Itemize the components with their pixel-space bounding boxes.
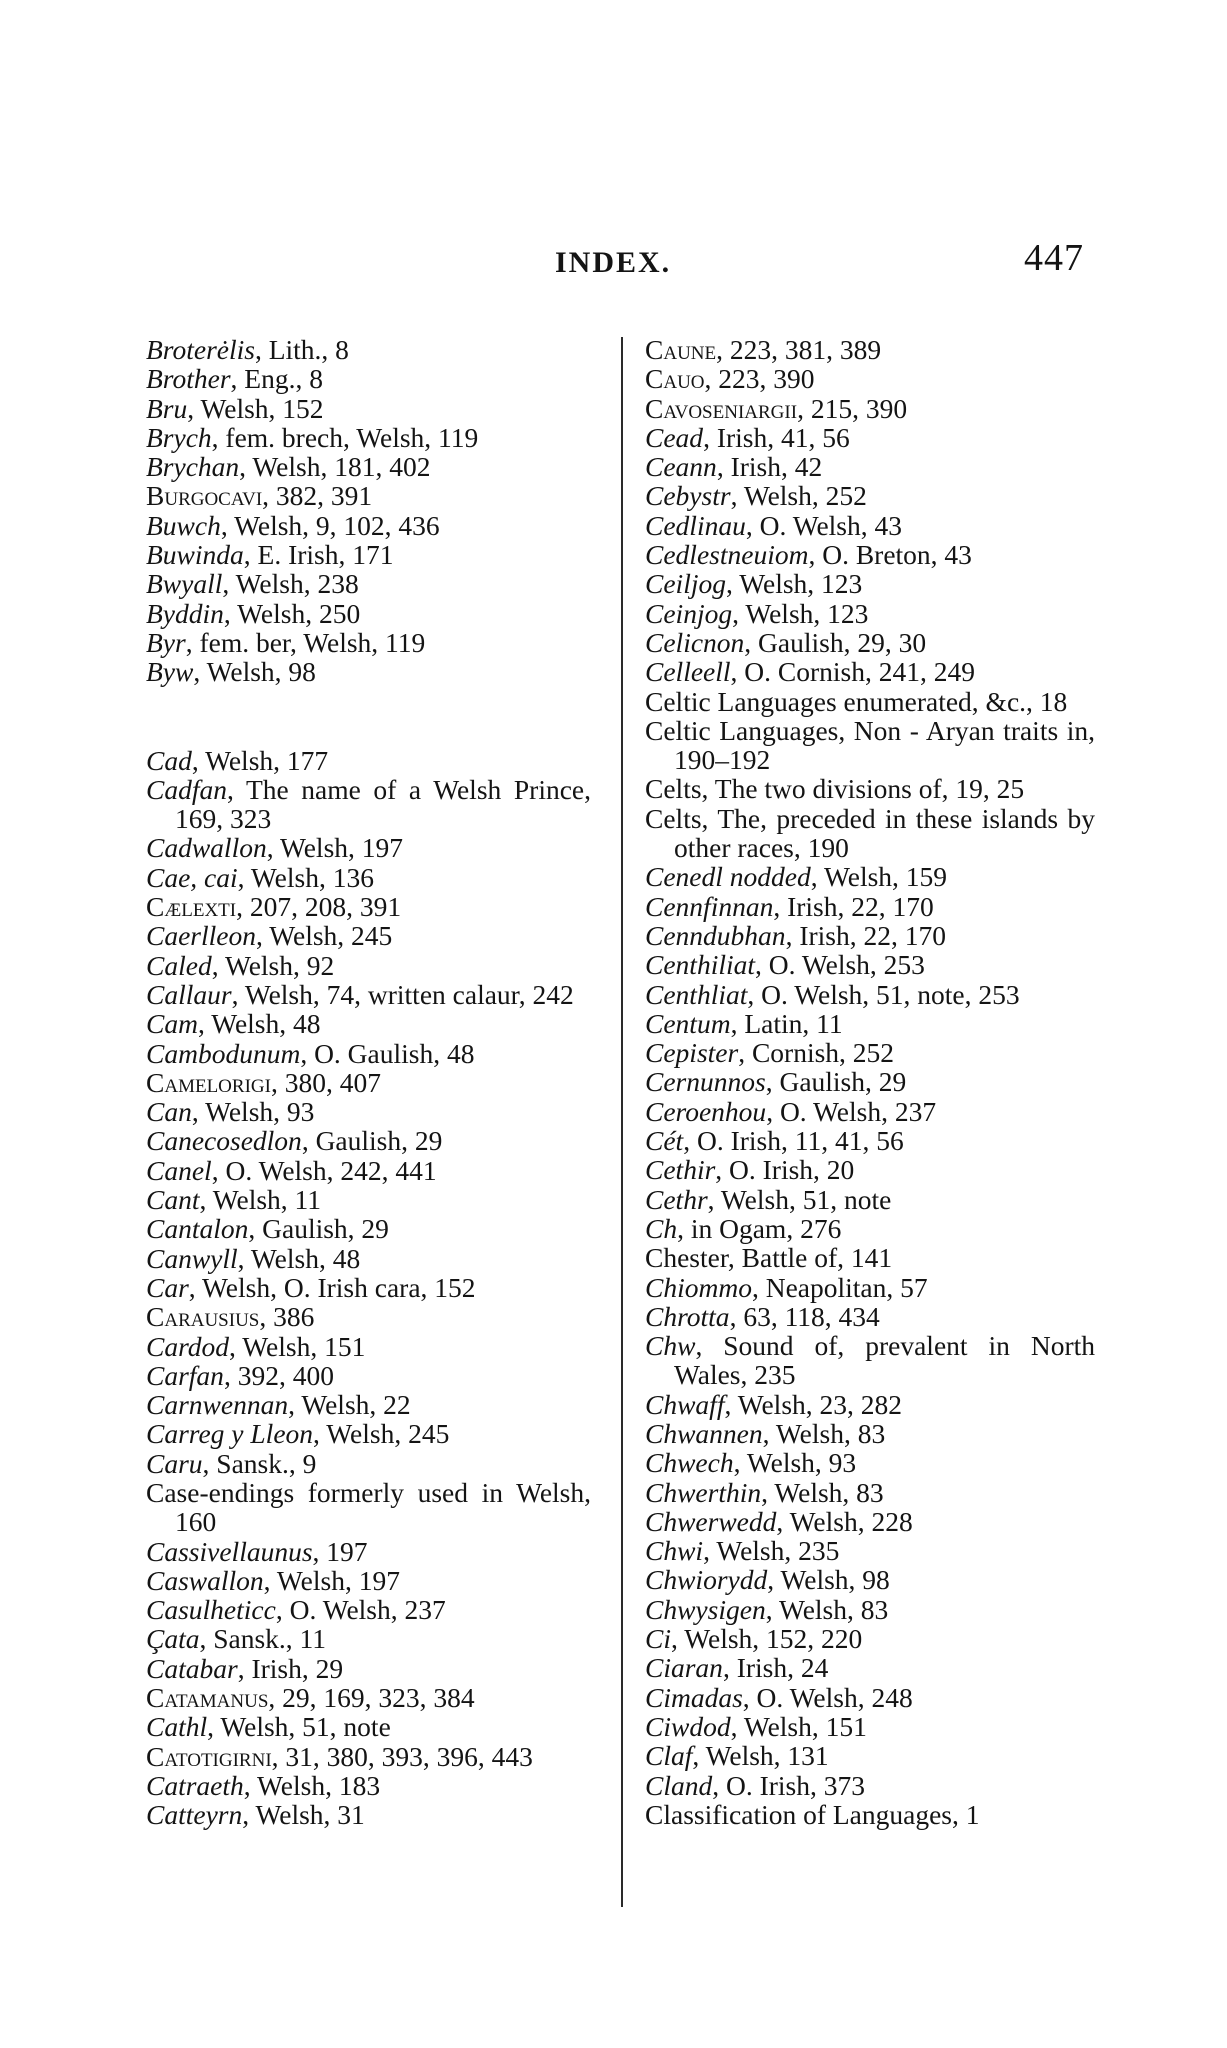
entry-references: , 63, 118, 434 — [729, 1300, 880, 1332]
entry-references: , Welsh, 177 — [191, 744, 329, 776]
entry-headword: Claf — [645, 1740, 693, 1772]
entry-headword: Chwysigen — [645, 1593, 766, 1625]
entry-references: , Welsh, 11 — [199, 1184, 322, 1216]
index-entry — [645, 1536, 1095, 1565]
entry-references: , Welsh, 152, 220 — [670, 1623, 863, 1655]
entry-headword: Car — [146, 1271, 189, 1303]
entry-references: Celtic Languages enumerated, &c., 18 — [645, 685, 1068, 717]
entry-references: , O. Breton, 43 — [808, 539, 972, 571]
index-entry — [146, 628, 591, 657]
entry-headword: Chwech — [645, 1447, 734, 1479]
index-entry — [146, 951, 591, 980]
entry-references: , Gaulish, 29 — [248, 1213, 389, 1245]
entry-references: Celtic Languages, Non - Aryan traits in, 190–192 — [645, 714, 1095, 776]
index-column-left — [146, 335, 591, 1830]
index-entry — [146, 1273, 591, 1302]
entry-references: , Welsh, 74, written calaur, 242 — [231, 978, 574, 1010]
index-entry — [146, 364, 591, 393]
index-entry — [645, 1419, 1095, 1448]
index-entry — [645, 1595, 1095, 1624]
entry-references: , Welsh, O. Irish cara, 152 — [188, 1271, 476, 1303]
index-entry — [146, 1009, 591, 1038]
entry-references: , Irish, 22, 170 — [785, 919, 946, 951]
entry-headword: Broterėlis — [146, 334, 255, 365]
entry-headword: Carnwennan — [146, 1389, 289, 1421]
index-entry — [645, 1009, 1095, 1038]
entry-headword: Byddin — [146, 597, 224, 629]
entry-references: , fem. brech, Welsh, 119 — [211, 421, 479, 453]
entry-references: , Welsh, 183 — [243, 1769, 381, 1801]
entry-references: , O. Welsh, 51, note, 253 — [747, 978, 1020, 1010]
index-entry — [645, 1478, 1095, 1507]
index-entry — [146, 569, 591, 598]
index-entry — [146, 746, 591, 775]
index-entry — [146, 1771, 591, 1800]
index-entry — [146, 1478, 591, 1537]
entry-headword: Cedlinau — [645, 509, 746, 541]
entry-headword: Caswallon — [146, 1564, 264, 1596]
entry-headword: Ci — [645, 1623, 671, 1655]
entry-headword: Buwinda — [146, 539, 244, 571]
entry-headword: Caerlleon — [146, 920, 256, 952]
index-entry — [146, 1712, 591, 1741]
entry-headword-smallcaps: Cavoseniargii — [645, 392, 798, 424]
index-entry — [146, 1390, 591, 1419]
entry-headword: Cebystr — [645, 480, 731, 512]
index-entry — [146, 540, 591, 569]
entry-headword: Bwyall — [146, 568, 223, 600]
index-entry — [645, 1624, 1095, 1653]
index-entry — [146, 1332, 591, 1361]
entry-references: , Welsh, 228 — [776, 1505, 913, 1537]
entry-references: , Welsh, 83 — [761, 1476, 884, 1508]
entry-headword: Ceinjog — [645, 597, 733, 629]
index-entry — [645, 1214, 1095, 1243]
index-entry — [146, 1419, 591, 1448]
index-entry — [645, 687, 1095, 716]
entry-references: Case-endings formerly used in Welsh, 160 — [146, 1476, 591, 1538]
index-entry — [146, 335, 591, 364]
entry-headword: Byw — [146, 656, 194, 688]
entry-references: , Welsh, 151 — [229, 1330, 366, 1362]
entry-references: , Welsh, 48 — [237, 1242, 361, 1274]
index-entry — [645, 921, 1095, 950]
entry-references: , Welsh, 48 — [197, 1008, 321, 1040]
index-entry — [645, 862, 1095, 891]
entry-headword-smallcaps: Camelorigi — [146, 1066, 271, 1098]
entry-references: , Cornish, 252 — [738, 1037, 895, 1069]
entry-headword: Brychan — [146, 451, 240, 483]
index-entry — [645, 1565, 1095, 1594]
entry-references: Classification of Languages, 1 — [645, 1798, 980, 1830]
entry-headword: Brother — [146, 363, 231, 395]
index-entry — [645, 1331, 1095, 1390]
entry-headword: Celleell — [645, 656, 731, 688]
entry-references: , Sound of, prevalent in North Wales, 235 — [674, 1330, 1095, 1391]
entry-references: , Welsh, 22 — [288, 1389, 411, 1421]
entry-references: , 207, 208, 391 — [236, 891, 402, 923]
entry-headword: Catraeth — [146, 1769, 244, 1801]
entry-references: , fem. ber, Welsh, 119 — [185, 626, 426, 658]
entry-references: , O. Welsh, 242, 441 — [211, 1154, 437, 1186]
index-entry — [645, 1390, 1095, 1419]
entry-headword-smallcaps: Carausius — [146, 1301, 260, 1333]
index-entry — [645, 1771, 1095, 1800]
index-entry — [146, 1361, 591, 1390]
entry-headword: Cenndubhan — [645, 919, 786, 951]
entry-headword-smallcaps: Catotigirni — [146, 1740, 272, 1772]
entry-headword: Cethr — [645, 1183, 708, 1215]
entry-headword: Brych — [146, 421, 212, 453]
entry-references: , Gaulish, 29 — [765, 1066, 907, 1098]
index-entry — [645, 1126, 1095, 1155]
entry-references: Chester, Battle of, 141 — [645, 1242, 893, 1274]
index-entry — [645, 423, 1095, 452]
index-entry — [146, 1097, 591, 1126]
index-entry — [146, 423, 591, 452]
index-entry — [645, 540, 1095, 569]
page-number: 447 — [1024, 237, 1084, 279]
index-entry — [146, 1654, 591, 1683]
entry-references: , Welsh, 31 — [242, 1799, 365, 1831]
entry-headword: Chiommo — [645, 1271, 752, 1303]
entry-references: , Irish, 29 — [237, 1652, 344, 1684]
entry-headword: Cassivellaunus — [146, 1535, 313, 1567]
entry-references: , 382, 391 — [262, 480, 373, 512]
entry-headword: Cland — [645, 1769, 713, 1801]
entry-references: Celts, The, preceded in these islands by other races, 190 — [645, 802, 1095, 864]
index-entry — [645, 1038, 1095, 1067]
index-entry — [645, 950, 1095, 979]
entry-headword: Canel — [146, 1154, 212, 1186]
entry-references: Celts, The two divisions of, 19, 25 — [645, 773, 1025, 805]
index-entry — [146, 1068, 591, 1097]
entry-references: , 215, 390 — [797, 392, 908, 424]
entry-references: , O. Irish, 20 — [715, 1154, 855, 1186]
entry-references: , 197 — [312, 1535, 368, 1567]
entry-references: , Welsh, 245 — [313, 1418, 450, 1450]
entry-headword: Chw — [645, 1330, 696, 1362]
entry-references: , O. Cornish, 241, 249 — [730, 656, 975, 688]
index-entry — [645, 599, 1095, 628]
entry-references: , Welsh, 23, 282 — [724, 1388, 903, 1420]
entry-headword: Canecosedlon — [146, 1125, 302, 1157]
index-entry — [146, 833, 591, 862]
entry-references: , Welsh, 252 — [730, 480, 867, 512]
entry-references: , Latin, 11 — [730, 1007, 843, 1039]
index-entry — [645, 1302, 1095, 1331]
entry-headword: Chwiorydd — [645, 1564, 768, 1596]
entry-references: , Lith., 8 — [254, 334, 349, 365]
entry-references: , Welsh, 235 — [703, 1535, 840, 1567]
entry-references: , Irish, 22, 170 — [773, 890, 934, 922]
entry-headword: Buwch — [146, 509, 221, 541]
entry-references: , O. Irish, 11, 41, 56 — [683, 1125, 904, 1157]
entry-references: , Gaulish, 29 — [301, 1125, 443, 1157]
entry-references: , Welsh, 245 — [256, 920, 393, 952]
entry-references: , Welsh, 83 — [762, 1417, 886, 1449]
entry-references: , Welsh, 151 — [730, 1710, 867, 1742]
entry-references: , Welsh, 83 — [765, 1593, 889, 1625]
index-entry — [146, 657, 591, 686]
entry-headword: Cadwallon — [146, 832, 267, 864]
index-entry — [645, 364, 1095, 393]
entry-references: , O. Welsh, 248 — [742, 1681, 913, 1713]
entry-headword-smallcaps: Caune — [645, 334, 717, 365]
index-entry — [146, 1302, 591, 1331]
index-entry — [146, 1449, 591, 1478]
index-entry — [645, 1800, 1095, 1829]
entry-headword: Cernunnos — [645, 1066, 766, 1098]
entry-headword: Caled — [146, 949, 212, 981]
entry-headword: Cad — [146, 744, 192, 776]
entry-references: , Welsh, 98 — [767, 1564, 890, 1596]
entry-headword: Callaur — [146, 978, 232, 1010]
index-entry — [645, 452, 1095, 481]
entry-headword: Cant — [146, 1184, 200, 1216]
index-entry — [645, 511, 1095, 540]
entry-headword: Ceiljog — [645, 568, 726, 600]
index-entry — [146, 1742, 591, 1771]
entry-references: , Welsh, 152 — [187, 392, 324, 424]
entry-references: , O. Welsh, 237 — [275, 1594, 446, 1626]
index-entry — [645, 1507, 1095, 1536]
entry-headword: Cardod — [146, 1330, 230, 1362]
entry-references: , Welsh, 123 — [732, 597, 869, 629]
index-entry — [645, 628, 1095, 657]
index-entry — [146, 892, 591, 921]
entry-references: , O. Gaulish, 48 — [300, 1037, 475, 1069]
entry-references: , Welsh, 51, note — [707, 1183, 892, 1215]
index-entry — [645, 716, 1095, 775]
index-entry — [645, 657, 1095, 686]
entry-headword: Cedlestneuiom — [645, 539, 809, 571]
entry-references: , Welsh, 123 — [725, 568, 863, 600]
index-entry — [645, 1243, 1095, 1272]
index-entry — [146, 1624, 591, 1653]
entry-headword: Cae, cai — [146, 861, 238, 893]
entry-references: , 392, 400 — [223, 1359, 334, 1391]
index-entry — [146, 1214, 591, 1243]
index-entry — [146, 1039, 591, 1068]
entry-headword: Centum — [645, 1007, 731, 1039]
index-entry — [645, 335, 1095, 364]
index-column-right — [645, 335, 1095, 1829]
column-divider — [621, 337, 623, 1907]
entry-references: , in Ogam, 276 — [677, 1212, 842, 1244]
index-entry — [146, 863, 591, 892]
entry-references: , 29, 169, 323, 384 — [268, 1682, 475, 1714]
entry-references: , Welsh, 98 — [193, 656, 316, 688]
index-entry — [645, 481, 1095, 510]
index-entry — [645, 1097, 1095, 1126]
index-entry — [645, 1683, 1095, 1712]
index-entry — [146, 1126, 591, 1155]
index-entry — [645, 1155, 1095, 1184]
entry-references: , 223, 390 — [704, 363, 815, 395]
entry-references: , The name of a Welsh Prince, 169, 323 — [175, 773, 591, 835]
entry-references: , Sansk., 9 — [202, 1447, 317, 1479]
entry-references: , Welsh, 9, 102, 436 — [220, 509, 440, 541]
entry-references: , O. Irish, 373 — [712, 1769, 866, 1801]
entry-headword-smallcaps: Burgocavi — [146, 480, 263, 512]
index-entry — [146, 394, 591, 423]
entry-headword: Centhliat — [645, 978, 748, 1010]
entry-headword: Chwannen — [645, 1417, 763, 1449]
entry-references: , Welsh, 92 — [211, 949, 335, 981]
index-entry — [146, 1537, 591, 1566]
entry-headword: Chwi — [645, 1535, 704, 1567]
entry-references: , Eng., 8 — [230, 363, 323, 395]
entry-headword: Ch — [645, 1212, 678, 1244]
entry-headword: Caru — [146, 1447, 203, 1479]
entry-references: , Neapolitan, 57 — [751, 1271, 928, 1303]
letter-section-gap — [146, 687, 591, 746]
entry-references: , Welsh, 181, 402 — [239, 451, 431, 483]
entry-headword: Chwerthin — [645, 1476, 762, 1508]
entry-headword: Byr — [146, 626, 186, 658]
entry-references: , Welsh, 159 — [810, 861, 948, 893]
entry-references: , Irish, 41, 56 — [703, 421, 850, 453]
entry-headword: Carreg y Lleon — [146, 1418, 314, 1450]
entry-headword: Catteyrn — [146, 1799, 243, 1831]
entry-headword: Ciaran — [645, 1652, 723, 1684]
entry-headword: Cenedl nodded — [645, 861, 811, 893]
entry-headword: Catabar — [146, 1652, 238, 1684]
index-entry — [645, 980, 1095, 1009]
index-entry — [146, 481, 591, 510]
entry-references: , Irish, 42 — [716, 451, 823, 483]
index-entry — [146, 1566, 591, 1595]
entry-references: , E. Irish, 171 — [243, 539, 394, 571]
index-entry — [146, 1244, 591, 1273]
entry-references: , O. Welsh, 253 — [755, 949, 925, 981]
entry-headword: Cathl — [146, 1711, 208, 1743]
entry-references: , 380, 407 — [270, 1066, 381, 1098]
entry-headword: Cam — [146, 1008, 198, 1040]
entry-headword: Cambodunum — [146, 1037, 301, 1069]
index-entry — [146, 1800, 591, 1829]
entry-references: , Welsh, 250 — [223, 597, 361, 629]
index-entry — [146, 452, 591, 481]
entry-headword-smallcaps: Cælexti — [146, 891, 237, 923]
index-entry — [146, 921, 591, 950]
entry-references: , Irish, 24 — [722, 1652, 829, 1684]
entry-headword: Cead — [645, 421, 704, 453]
entry-headword: Cadfan — [146, 773, 227, 805]
entry-references: , O. Welsh, 237 — [766, 1095, 937, 1127]
entry-references: , Welsh, 131 — [692, 1740, 829, 1772]
index-entry — [146, 775, 591, 834]
entry-headword: Cennfinnan — [645, 890, 774, 922]
entry-headword: Cét — [645, 1125, 684, 1157]
index-entry — [146, 1683, 591, 1712]
entry-headword: Canwyll — [146, 1242, 238, 1274]
entry-references: , Welsh, 238 — [222, 568, 359, 600]
entry-references: , 223, 381, 389 — [716, 334, 882, 365]
entry-references: , Welsh, 93 — [733, 1447, 857, 1479]
index-entry — [645, 569, 1095, 598]
entry-references: , 386 — [259, 1301, 315, 1333]
entry-references: , Gaulish, 29, 30 — [744, 626, 927, 658]
index-entry — [146, 1185, 591, 1214]
entry-headword: Carfan — [146, 1359, 224, 1391]
entry-headword: Chwaff — [645, 1388, 725, 1420]
index-entry — [645, 892, 1095, 921]
running-head: INDEX. — [555, 246, 672, 279]
entry-headword: Ceann — [645, 451, 717, 483]
entry-references: , O. Welsh, 43 — [745, 509, 903, 541]
entry-headword: Can — [146, 1096, 192, 1128]
entry-references: , Welsh, 136 — [237, 861, 374, 893]
entry-headword: Chrotta — [645, 1300, 730, 1332]
index-entry — [645, 1741, 1095, 1770]
index-entry — [645, 774, 1095, 803]
entry-headword: Cantalon — [146, 1213, 249, 1245]
entry-headword: Cethir — [645, 1154, 716, 1186]
index-entry — [146, 1156, 591, 1185]
entry-headword: Çata — [146, 1623, 200, 1655]
index-entry — [146, 1595, 591, 1624]
index-entry — [146, 511, 591, 540]
entry-headword: Cimadas — [645, 1681, 743, 1713]
index-entry — [645, 394, 1095, 423]
entry-references: , Welsh, 51, note — [207, 1711, 391, 1743]
entry-headword: Centhiliat — [645, 949, 755, 981]
entry-references: , 31, 380, 393, 396, 443 — [271, 1740, 533, 1772]
index-entry — [645, 1067, 1095, 1096]
entry-references: , Welsh, 197 — [266, 832, 404, 864]
index-entry — [146, 599, 591, 628]
entry-headword: Cepister — [645, 1037, 739, 1069]
index-entry — [645, 1273, 1095, 1302]
index-entry — [645, 1185, 1095, 1214]
entry-headword: Celicnon — [645, 626, 745, 658]
entry-headword: Ciwdod — [645, 1710, 731, 1742]
index-entry — [645, 1712, 1095, 1741]
entry-headword: Casulheticc — [146, 1594, 276, 1626]
index-entry — [645, 804, 1095, 863]
entry-references: , Welsh, 197 — [263, 1564, 400, 1596]
index-entry — [146, 980, 591, 1009]
entry-headword: Chwerwedd — [645, 1505, 777, 1537]
entry-references: , Sansk., 11 — [199, 1623, 327, 1655]
index-entry — [645, 1448, 1095, 1477]
entry-headword: Bru — [146, 392, 188, 424]
entry-references: , Welsh, 93 — [191, 1096, 315, 1128]
entry-headword-smallcaps: Catamanus — [146, 1682, 269, 1714]
index-entry — [645, 1653, 1095, 1682]
entry-headword-smallcaps: Cauo — [645, 363, 705, 395]
entry-headword: Ceroenhou — [645, 1095, 767, 1127]
